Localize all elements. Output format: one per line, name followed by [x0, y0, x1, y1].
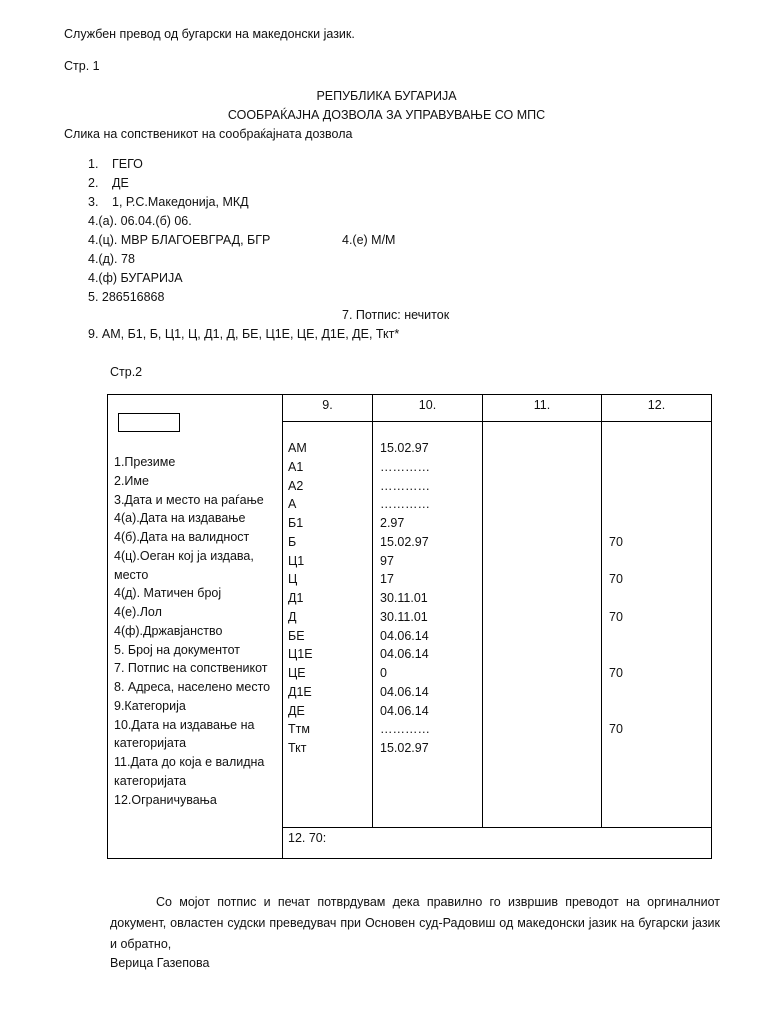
date-cell: …………: [380, 478, 430, 493]
legend-item: 8. Адреса, населено место: [114, 680, 271, 694]
translation-note: Службен превод од бугарски на македонски јазик.: [64, 27, 355, 41]
category-cell: Ттм: [288, 722, 310, 737]
legend-item: 11.Дата до која е валидна: [114, 755, 265, 769]
legend-item: 4(д). Матичен број: [114, 586, 222, 601]
license-table: [107, 394, 712, 859]
numbered-fields: [88, 155, 249, 212]
date-cell: 04.06.14: [380, 647, 429, 662]
field-row: 3. 1, Р.С.Македонија, МКД: [88, 195, 249, 209]
date-cell: 15.02.97: [380, 534, 429, 549]
restrictions-column: [609, 439, 623, 758]
category-cell: А2: [288, 478, 304, 493]
photo-caption: Слика на сопственикот на сообраќајната дозвола: [64, 127, 353, 141]
translator-name: Верица Газепова: [110, 956, 210, 970]
table-divider: [282, 827, 711, 828]
legend-item: 4(б).Дата на валидност: [114, 530, 250, 544]
page-number-1: Стр. 1: [64, 59, 100, 73]
restrictions-footer: 12. 70:: [288, 831, 327, 845]
column-header-12: 12.: [647, 398, 666, 412]
date-cell: 04.06.14: [380, 628, 429, 643]
restriction-cell: [609, 439, 623, 458]
date-cell: 15.02.97: [380, 741, 429, 755]
table-divider: [482, 395, 483, 827]
document-title-country: РЕПУБЛИКА БУГАРИЈА: [316, 89, 457, 103]
restriction-cell: 70: [609, 572, 623, 587]
legend-item: категоријата: [114, 773, 187, 788]
restriction-cell: 70: [609, 722, 623, 737]
legend-item: 9.Категорија: [114, 698, 186, 713]
field-4c: 4.(ц). МВР БЛАГОЕВГРАД, БГР: [88, 233, 271, 247]
category-cell: ЦЕ: [288, 666, 306, 680]
legend-item: 7. Потпис на сопственикот: [114, 661, 268, 676]
date-cell: 30.11.01: [380, 591, 428, 605]
category-cell: Ц1Е: [288, 647, 313, 662]
field-legend: [114, 453, 270, 809]
photo-placeholder: [118, 413, 180, 432]
restriction-cell: [609, 683, 623, 702]
date-cell: 30.11.01: [380, 609, 428, 624]
restriction-cell: [609, 477, 623, 496]
legend-item: 3.Дата и место на раѓање: [114, 492, 264, 507]
legend-item: 4(а).Дата на издавање: [114, 511, 246, 526]
date-cell: 04.06.14: [380, 703, 429, 718]
document-title-license: СООБРАЌАЈНА ДОЗВОЛА ЗА УПРАВУВАЊЕ СО МПС: [227, 108, 546, 122]
table-divider: [282, 421, 711, 422]
field-row: 2. ДЕ: [88, 176, 129, 190]
date-cell: …………: [380, 722, 430, 737]
restriction-cell: [609, 589, 623, 608]
date-cell: 0: [380, 666, 387, 680]
field-4e: 4.(е) М/М: [342, 233, 396, 247]
category-cell: А1: [288, 459, 304, 474]
field-9-categories: 9. АМ, Б1, Б, Ц1, Ц, Д1, Д, БЕ, Ц1Е, ЦЕ, Д1Е, ДЕ, Ткт*: [88, 327, 400, 341]
category-cell: Ткт: [288, 741, 307, 755]
field-row: 1. ГЕГО: [88, 157, 143, 171]
legend-item: 2.Име: [114, 473, 149, 488]
category-column: [288, 439, 313, 758]
category-cell: Ц: [288, 572, 298, 587]
category-cell: Ц1: [288, 553, 305, 568]
field-4d: 4.(д). 78: [88, 252, 135, 266]
category-cell: Д1Е: [288, 684, 312, 699]
legend-item: категоријата: [114, 736, 187, 751]
category-cell: А: [288, 497, 297, 512]
legend-item: 4(ф).Државјанство: [114, 623, 223, 638]
legend-item: место: [114, 567, 149, 582]
restriction-cell: [609, 702, 623, 721]
restriction-cell: [609, 495, 623, 514]
date-cell: 17: [380, 572, 394, 587]
column-header-9: 9.: [322, 398, 333, 412]
date-cell: …………: [380, 497, 430, 512]
field-4f: 4.(ф) БУГАРИЈА: [88, 271, 183, 285]
restriction-cell: [609, 552, 623, 571]
field-4a: 4.(а). 06.04.(б) 06.: [88, 214, 192, 228]
legend-item: 5. Број на документот: [114, 642, 240, 657]
column-header-10: 10.: [418, 398, 437, 412]
restriction-cell: 70: [609, 609, 623, 624]
restriction-cell: [609, 627, 623, 646]
table-divider: [282, 395, 283, 858]
category-cell: Б1: [288, 516, 304, 530]
date-cell: 2.97: [380, 516, 405, 530]
date-cell: …………: [380, 459, 430, 474]
page-number-2: Стр.2: [110, 365, 143, 379]
legend-item: 1.Презиме: [114, 455, 176, 469]
restriction-cell: [609, 458, 623, 477]
legend-item: 4(ц).Оеган кој ја издава,: [114, 548, 254, 563]
date-cell: 04.06.14: [380, 684, 429, 699]
category-cell: Д1: [288, 591, 304, 605]
certification-statement: Со мојот потпис и печат потврдувам дека правилно го извршив преводот на оргиналниот документ, овластен судски преведувач при Основен суд-Радовиш од македонски јазик на бугарски јазик и обратно,: [110, 895, 720, 951]
date-cell: 97: [380, 553, 394, 568]
issue-date-column: [380, 439, 430, 758]
category-cell: БЕ: [288, 628, 305, 643]
column-header-11: 11.: [533, 398, 551, 412]
table-divider: [372, 395, 373, 827]
category-cell: Д: [288, 609, 297, 624]
legend-item: 4(е).Лол: [114, 605, 162, 619]
field-5: 5. 286516868: [88, 290, 165, 304]
restriction-cell: [609, 514, 623, 533]
field-7-signature: 7. Потпис: нечиток: [342, 308, 450, 322]
restriction-cell: [609, 645, 623, 664]
restriction-cell: 70: [609, 534, 623, 549]
legend-item: 10.Дата на издавање на: [114, 717, 255, 732]
date-cell: 15.02.97: [380, 441, 429, 455]
category-cell: АМ: [288, 441, 307, 455]
legend-item: 12.Ограничувања: [114, 792, 217, 807]
table-divider: [601, 395, 602, 827]
restriction-cell: 70: [609, 666, 623, 680]
restriction-cell: [609, 739, 623, 758]
category-cell: ДЕ: [288, 703, 305, 718]
category-cell: Б: [288, 534, 297, 549]
